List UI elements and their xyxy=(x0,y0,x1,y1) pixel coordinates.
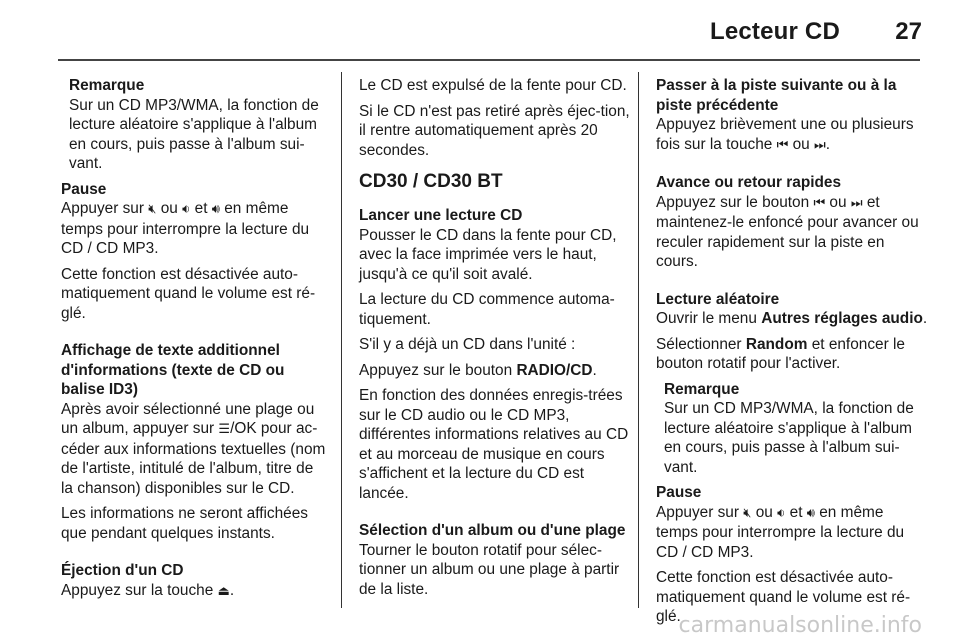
volume-down-icon: 🔉︎ xyxy=(777,505,786,521)
page-header xyxy=(0,0,960,60)
lancer-paragraph-3: S'il y a déjà un CD dans l'unité : xyxy=(359,336,576,353)
ejection-heading: Éjection d'un CD xyxy=(61,562,184,579)
remark-text: Sur un CD MP3/WMA, la fonction de lecture aléatoire s'applique à l'album en cours, puis passe à l'album sui-vant. xyxy=(664,400,914,476)
menu-name: Autres réglages audio xyxy=(761,310,923,327)
aleatoire-text-2: Sélectionner Random et enfoncer le bouton rotatif pour l'activer. xyxy=(656,335,905,372)
page-number: 27 xyxy=(895,18,922,45)
previous-track-icon: ⏮ xyxy=(813,195,826,211)
radio-cd-label: RADIO/CD xyxy=(516,361,593,379)
pause-heading: Pause xyxy=(61,180,107,198)
pause-heading: Pause xyxy=(656,484,702,501)
eject-paragraph-2: Si le CD n'est pas retiré après éjec-tion, il rentre automatiquement après 20 secondes. xyxy=(359,102,630,159)
aleatoire-heading: Lecture aléatoire xyxy=(656,290,780,308)
piste-heading: Passer à la piste suivante ou à la piste précédente xyxy=(656,77,897,114)
affichage-heading: Affichage de texte additionnel d'informations (texte de CD ou balise ID3) xyxy=(61,342,285,398)
aleatoire-text-1: Ouvrir le menu Autres réglages audio. xyxy=(656,310,928,327)
selection-heading: Sélection d'un album ou d'une plage xyxy=(359,522,626,539)
pause-text: Appuyer sur 🔇︎ ou 🔉︎ et 🔊︎ en même temps pour interrompre la lecture du CD / CD MP3. xyxy=(61,200,310,257)
section-title: CD30 / CD30 BT xyxy=(359,171,503,192)
affichage-note: Les informations ne seront affichées que pendant quelques instants. xyxy=(61,505,308,542)
lancer-paragraph-1: Pousser le CD dans la fente pour CD, avec la face imprimée vers le haut, jusqu'à ce qu'il soit avalé. xyxy=(359,226,617,283)
lancer-paragraph-5: En fonction des données enregis-trées sur le CD audio ou le CD MP3, différentes informations relatives au CD et au morceau de musique en cours s'affichent et la lecture du CD est lancée. xyxy=(359,387,629,502)
column-3 xyxy=(656,76,928,633)
lancer-paragraph-4: Appuyez sur le bouton RADIO/CD. xyxy=(359,361,597,379)
header-divider xyxy=(58,59,920,61)
next-track-icon: ⏭ xyxy=(850,195,863,211)
avance-text: Appuyez sur le bouton ⏮ ou ⏭ et maintenez-le enfoncé pour avancer ou reculer rapidement sur la piste en cours. xyxy=(656,193,919,270)
remark-box xyxy=(656,380,928,478)
column-divider-2 xyxy=(638,72,639,608)
pause-text: Appuyer sur 🔇︎ ou 🔉︎ et 🔊︎ en même temps pour interrompre la lecture du CD / CD MP3. xyxy=(656,503,905,561)
eject-paragraph-1: Le CD est expulsé de la fente pour CD. xyxy=(359,77,627,94)
remark-box xyxy=(61,76,329,174)
page-title: Lecteur CD xyxy=(709,18,840,45)
volume-up-icon: 🔊︎ xyxy=(211,202,220,217)
column-2 xyxy=(359,76,631,605)
watermark: carmanualsonline.info xyxy=(678,613,922,638)
remark-title: Remarque xyxy=(664,380,740,398)
mute-icon: 🔇︎ xyxy=(743,505,752,521)
avance-heading: Avance ou retour rapides xyxy=(656,174,842,191)
remark-text: Sur un CD MP3/WMA, la fonction de lecture aléatoire s'applique à l'album en cours, puis passe à l'album sui-vant. xyxy=(69,96,319,172)
column-divider-1 xyxy=(341,72,342,608)
next-track-icon: ⏭ xyxy=(814,137,826,153)
eject-icon: ⏏ xyxy=(217,583,230,599)
menu-icon: ☰ xyxy=(218,422,231,437)
volume-up-icon: 🔊︎ xyxy=(806,505,815,521)
lancer-paragraph-2: La lecture du CD commence automa-tiquement. xyxy=(359,291,615,328)
random-label: Random xyxy=(745,335,808,353)
affichage-text: Après avoir sélectionné une plage ou un album, appuyer sur ☰/OK pour ac-céder aux informations textuelles (nom de l'artiste, intitulé de l'album, titre de la chanson) disponibles sur le CD. xyxy=(61,400,326,497)
previous-track-icon: ⏮ xyxy=(776,137,789,153)
piste-text: Appuyez brièvement une ou plusieurs fois sur la touche ⏮ ou ⏭. xyxy=(656,116,914,153)
column-1 xyxy=(61,76,329,607)
volume-down-icon: 🔉︎ xyxy=(182,202,191,217)
pause-note: Cette fonction est désactivée auto-matiquement quand le volume est ré-glé. xyxy=(656,569,911,625)
pause-note: Cette fonction est désactivée auto-matiquement quand le volume est ré-glé. xyxy=(61,265,316,322)
selection-text: Tourner le bouton rotatif pour sélec-tionner un album ou une plage à partir de la liste. xyxy=(359,541,620,598)
ejection-text: Appuyez sur la touche ⏏. xyxy=(61,581,235,599)
remark-title: Remarque xyxy=(69,77,145,94)
lancer-heading: Lancer une lecture CD xyxy=(359,207,523,224)
mute-icon: 🔇︎ xyxy=(148,202,157,217)
